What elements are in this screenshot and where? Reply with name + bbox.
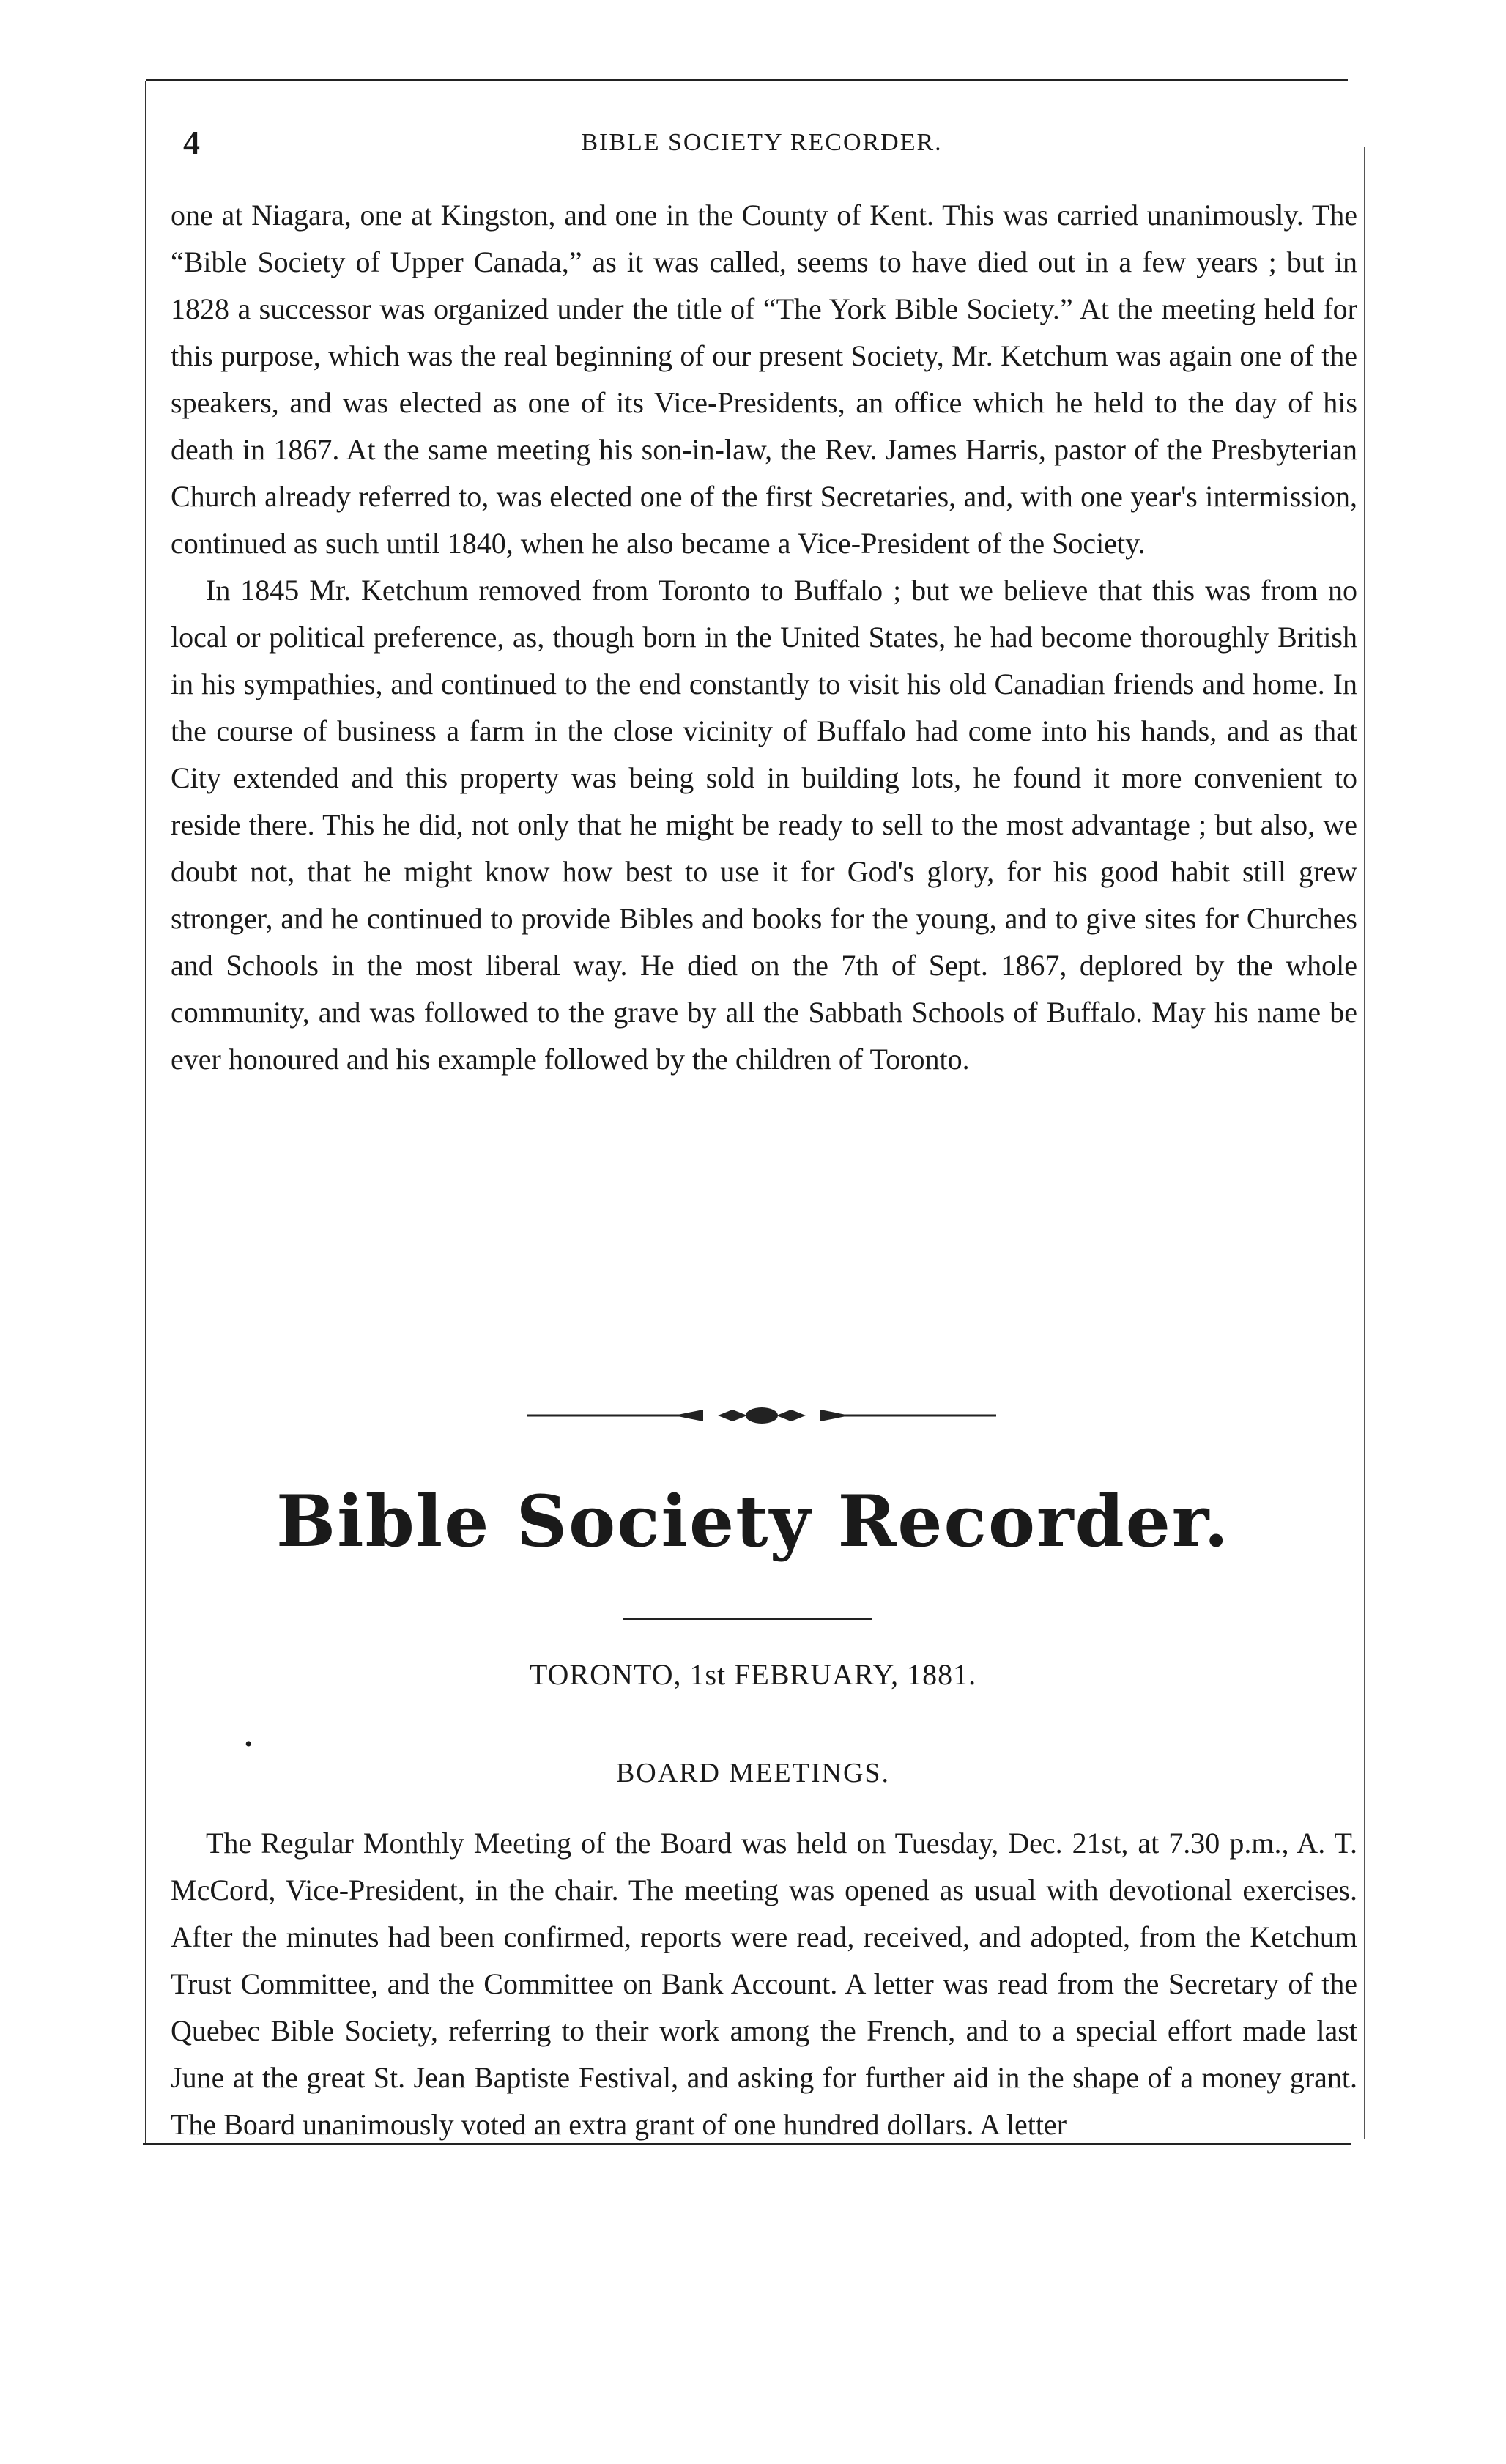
section-divider-ornament <box>527 1401 996 1430</box>
printed-dot: • <box>245 1732 253 1756</box>
board-paragraph: The Regular Monthly Meeting of the Board was held on Tuesday, Dec. 21st, at 7.30 p.m., A. T. McCord, Vice-President, in the chair. The meeting was opened as usual with devotional exercises. After the minutes had been confirmed, reports were read, received, and adopted, from the Ketchum Trust Committee, and the Committee on Bank Account. A letter was read from the Secretary of the Quebec Bible Society, referring to their work among the French, and to a special effort made last June at the great St. Jean Baptiste Festival, and asking for further aid in the shape of a money grant. The Board unanimously voted an extra grant of one hundred dollars. A letter <box>171 1827 1357 2141</box>
running-title: BIBLE SOCIETY RECORDER. <box>581 129 943 156</box>
section-heading: BOARD MEETINGS. <box>615 1758 891 1788</box>
running-head <box>176 123 1348 167</box>
article-paragraph: one at Niagara, one at Kingston, and one in the County of Kent. This was carried unanimously. The “Bible Society of Upper Canada,” as it was called, seems to have died out in a few years ; but in 1828 a successor was organized under the title of “The York Bible Society.” At the meeting held for this purpose, which was the real beginning of our present Society, Mr. Ketchum was again one of the speakers, and was elected as one of its Vice-Presidents, an office which he held to the day of his death in 1867. At the same meeting his son-in-law, the Rev. James Harris, pastor of the Presbyterian Church already referred to, was elected one of the first Secretaries, and, with one year's intermission, continued as such until 1840, when he also became a Vice-President of the Society. <box>171 199 1357 560</box>
masthead-rule <box>623 1618 872 1620</box>
top-border-rule <box>146 79 1348 81</box>
board-meetings-body <box>171 1820 1357 2148</box>
page-number: 4 <box>183 124 200 161</box>
masthead-title: Bible Society Recorder. <box>276 1480 1230 1563</box>
dateline: TORONTO, 1st FEBRUARY, 1881. <box>529 1658 977 1691</box>
article-continued <box>171 192 1357 1083</box>
right-border-rule <box>1364 147 1365 2139</box>
left-border-rule <box>145 81 146 2143</box>
article-paragraph: In 1845 Mr. Ketchum removed from Toronto to Buffalo ; but we believe that this was from no local or political preference, as, though born in the United States, he had become thoroughly British in his sympathies, and continued to the end constantly to visit his old Canadian friends and home. In the course of business a farm in the close vicinity of Buffalo had come into his hands, and as that City extended and this property was being sold in building lots, he found it more convenient to reside there. This he did, not only that he might be ready to sell to the most advantage ; but also, we doubt not, that he might know how best to use it for God's glory, for his good habit still grew stronger, and he continued to provide Bibles and books for the young, and to give sites for Churches and Schools in the most liberal way. He died on the 7th of Sept. 1867, deplored by the whole community, and was followed to the grave by all the Sabbath Schools of Buffalo. May his name be ever honoured and his example followed by the children of Toronto. <box>171 574 1357 1076</box>
